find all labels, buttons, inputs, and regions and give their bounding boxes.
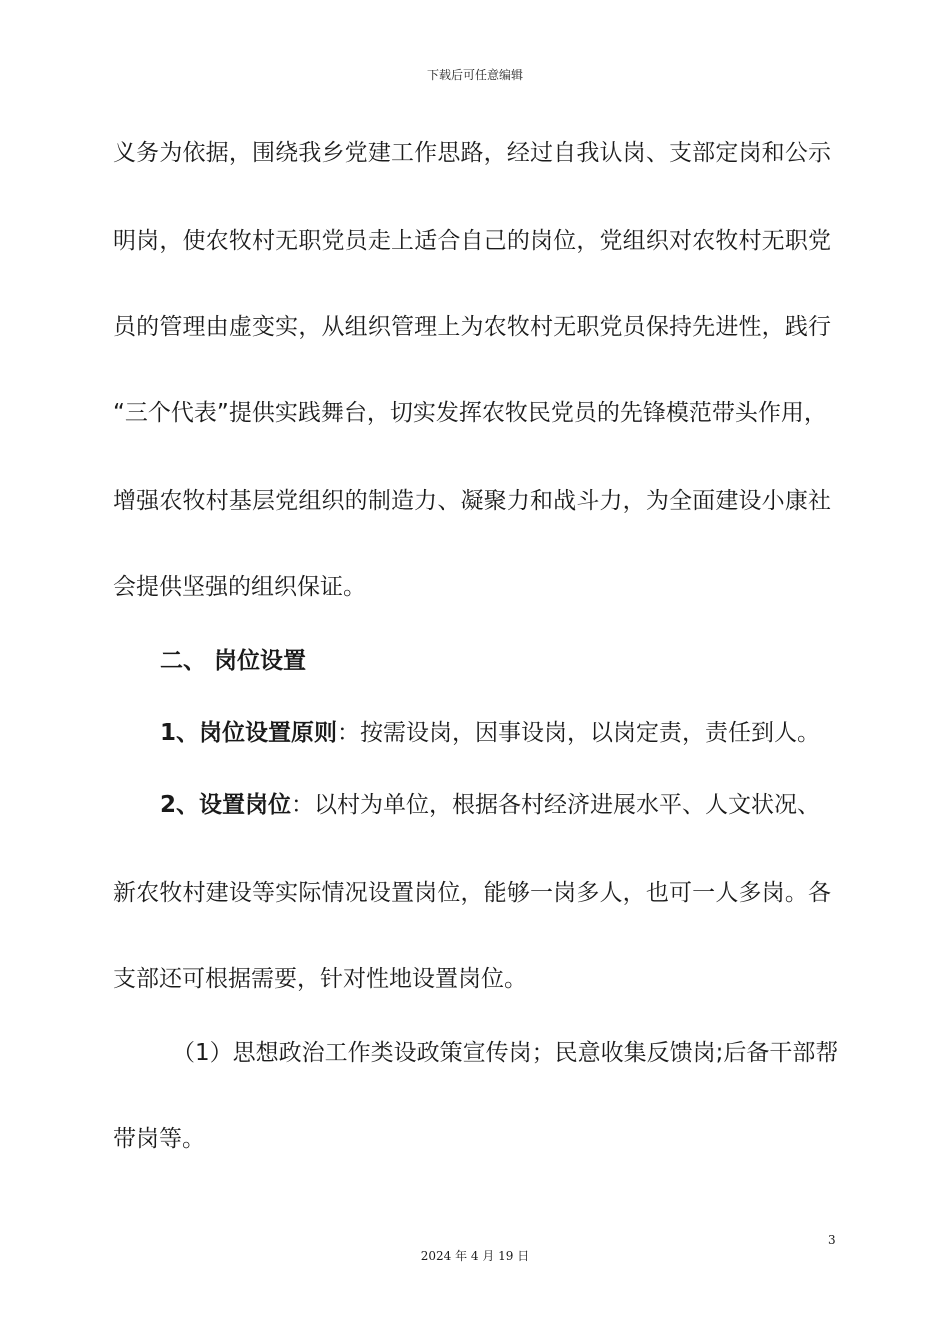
paragraph-line: 明岗，使农牧村无职党员走上适合自己的岗位，党组织对农牧村无职党 [113, 228, 831, 254]
list-item-text: ：按需设岗，因事设岗，以岗定责，责任到人。 [337, 720, 821, 746]
footer-date: 2024 年 4 月 19 日 [420, 1249, 530, 1263]
section-heading: 二、 岗位设置 [160, 648, 307, 674]
paragraph-line: 支部还可根据需要，针对性地设置岗位。 [113, 966, 527, 992]
list-item [160, 718, 820, 748]
list-item-text: ：以村为单位，根据各村经济进展水平、人文状况、 [291, 792, 821, 818]
list-item-label: 1、岗位设置原则 [160, 720, 338, 746]
paragraph-line: 员的管理由虚变实，从组织管理上为农牧村无职党员保持先进性，践行 [113, 314, 831, 340]
paragraph-line: 增强农牧村基层党组织的制造力、凝聚力和战斗力，为全面建设小康社 [113, 488, 831, 514]
page-header: 下载后可任意编辑 [426, 68, 523, 82]
paragraph-line: 会提供坚强的组织保证。 [113, 574, 366, 600]
paragraph-line: 新农牧村建设等实际情况设置岗位，能够一岗多人，也可一人多岗。各 [113, 880, 831, 906]
paragraph-line: 带岗等。 [113, 1126, 205, 1152]
list-item-label: 2、设置岗位 [160, 792, 292, 818]
page-number: 3 [828, 1233, 836, 1247]
list-item [160, 790, 820, 820]
paragraph-line: 义务为依据，围绕我乡党建工作思路，经过自我认岗、支部定岗和公示 [113, 140, 831, 166]
paragraph-line: “三个代表”提供实践舞台，切实发挥农牧民党员的先锋模范带头作用， [113, 400, 827, 426]
sub-item: （1）思想政治工作类设政策宣传岗；民意收集反馈岗;后备干部帮 [172, 1040, 839, 1066]
